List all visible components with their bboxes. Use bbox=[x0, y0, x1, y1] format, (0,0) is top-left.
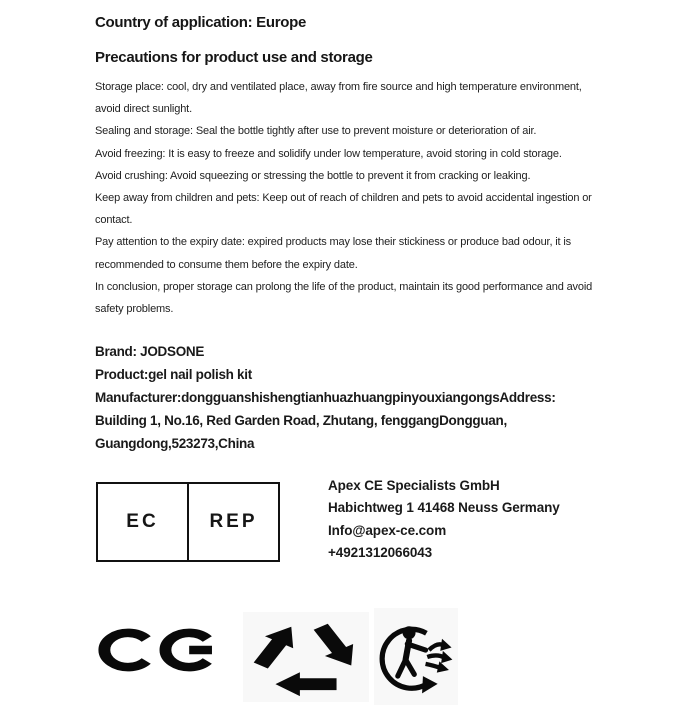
address-line: Building 1, No.16, Red Garden Road, Zhutang, fenggangDongguan, bbox=[95, 413, 507, 428]
ec-rep-right-cell: REP bbox=[209, 511, 258, 532]
precautions-heading: Precautions for product use and storage bbox=[95, 49, 373, 66]
product-line: Product:gel nail polish kit bbox=[95, 367, 252, 382]
triman-recycling-icon bbox=[374, 608, 458, 705]
eu-representative-block bbox=[328, 475, 560, 564]
brand-line: Brand: JODSONE bbox=[95, 344, 205, 359]
ce-mark-icon bbox=[98, 627, 222, 673]
product-info-block bbox=[95, 340, 556, 455]
country-of-application-heading: Country of application: Europe bbox=[95, 14, 306, 31]
ec-rep-box bbox=[96, 482, 280, 562]
precautions-text-block bbox=[95, 76, 592, 320]
precautions-line: avoid direct sunlight. bbox=[95, 103, 192, 116]
eu-rep-phone-line: +4921312066043 bbox=[328, 544, 433, 560]
eu-rep-company-line: Apex CE Specialists GmbH bbox=[328, 478, 500, 493]
address-line: Guangdong,523273,China bbox=[95, 436, 255, 451]
precautions-line: safety problems. bbox=[95, 303, 174, 316]
precautions-line: contact. bbox=[95, 214, 133, 227]
precautions-line: In conclusion, proper storage can prolong the life of the product, maintain its good performance and avoid bbox=[95, 280, 593, 293]
eu-rep-address-line: Habichtweg 1 41468 Neuss Germany bbox=[328, 500, 560, 516]
precautions-line: Avoid crushing: Avoid squeezing or stressing the bottle to prevent it from cracking or leaking. bbox=[95, 169, 531, 182]
eu-rep-email-line: Info@apex-ce.com bbox=[328, 522, 447, 538]
ec-rep-left-cell: EC bbox=[98, 484, 189, 560]
recycling-icon bbox=[243, 612, 369, 702]
precautions-line: Keep away from children and pets: Keep out of reach of children and pets to avoid accidental ingestion or bbox=[95, 192, 592, 205]
precautions-line: Avoid freezing: It is easy to freeze and solidify under low temperature, avoid storing in cold storage. bbox=[95, 147, 562, 160]
manufacturer-line: Manufacturer:dongguanshishengtianhuazhuangpinyouxiangongsAddress: bbox=[95, 390, 556, 405]
precautions-line: recommended to consume them before the expiry date. bbox=[95, 258, 358, 271]
precautions-line: Storage place: cool, dry and ventilated place, away from fire source and high temperature environment, bbox=[95, 81, 582, 93]
precautions-line: Pay attention to the expiry date: expired products may lose their stickiness or produce bad odour, it is bbox=[95, 236, 572, 249]
precautions-line: Sealing and storage: Seal the bottle tightly after use to prevent moisture or deterioration of air. bbox=[95, 125, 537, 138]
